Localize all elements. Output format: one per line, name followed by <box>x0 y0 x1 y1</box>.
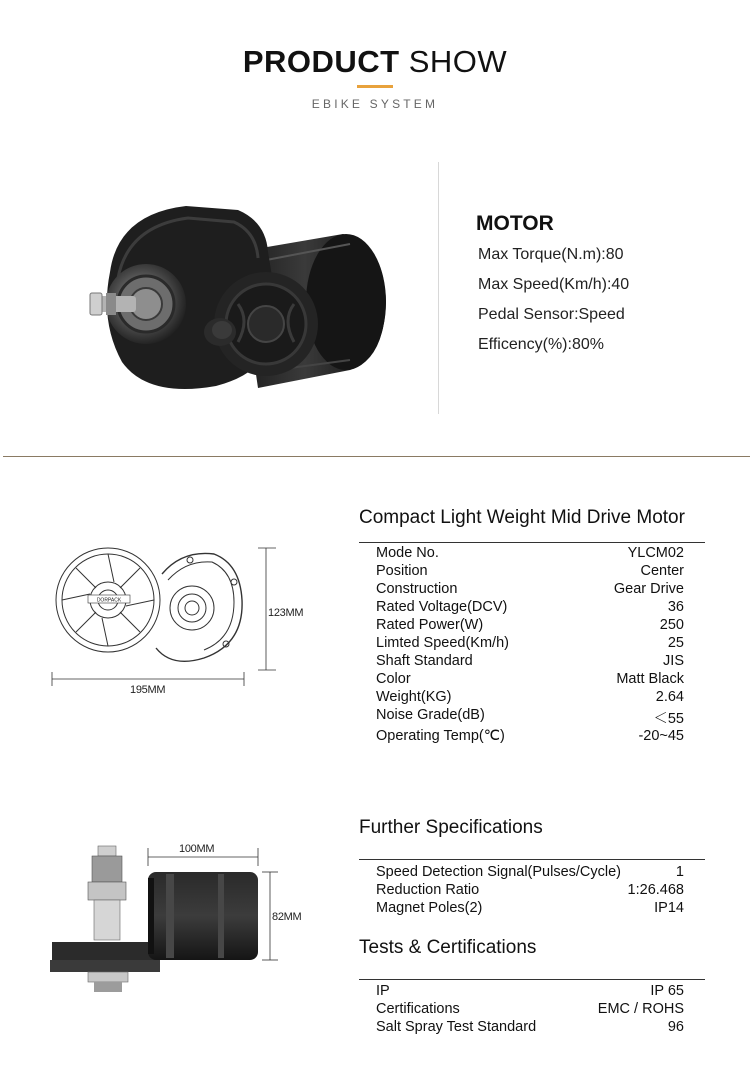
spec-key: IP <box>376 983 390 999</box>
motor-side-dimension-drawing <box>48 838 308 998</box>
motor-front-dimension-drawing <box>44 540 314 710</box>
motor-spec-efficiency: Efficency(%):80% <box>478 336 604 353</box>
section-divider-horizontal <box>3 456 750 457</box>
spec-value: Matt Black <box>616 671 684 687</box>
spec-key: Salt Spray Test Standard <box>376 1019 537 1035</box>
spec-value: Center <box>640 563 684 579</box>
spec-key: Magnet Poles(2) <box>376 900 483 916</box>
spec-key: Limted Speed(Km/h) <box>376 635 509 651</box>
spec-key: Reduction Ratio <box>376 882 480 898</box>
motor-spec-pedal-sensor: Pedal Sensor:Speed <box>478 306 625 323</box>
spec-value: 96 <box>667 1019 684 1035</box>
spec-value: ＜55 <box>653 711 684 727</box>
title-underline <box>357 85 393 88</box>
motor-spec-speed: Max Speed(Km/h):40 <box>478 276 630 293</box>
spec-key: Color <box>376 671 411 687</box>
tests-title: Tests & Certifications <box>359 937 537 958</box>
spec-value: IP 65 <box>650 983 684 999</box>
motor-heading: MOTOR <box>476 212 554 235</box>
spec-key: Rated Power(W) <box>376 617 484 633</box>
spec-value: EMC / ROHS <box>597 1001 684 1017</box>
spec-value: 2.64 <box>655 689 684 705</box>
dimension-width-label: 195MM <box>130 684 166 696</box>
spec-key: Operating Temp(℃) <box>376 728 505 744</box>
spec-key: Mode No. <box>376 545 439 561</box>
motor-product-image <box>88 192 388 404</box>
page-title <box>0 44 750 80</box>
further-spec-title: Further Specifications <box>359 817 543 838</box>
spec-value: 250 <box>659 617 684 633</box>
spec-key: Shaft Standard <box>376 653 473 669</box>
dimension-height-label-side: 82MM <box>272 911 302 923</box>
further-spec-rule <box>359 859 705 860</box>
page-subtitle: EBIKE SYSTEM <box>311 97 439 111</box>
spec-title-rule <box>359 542 705 543</box>
spec-value: Gear Drive <box>613 581 684 597</box>
dimension-width-label-side: 100MM <box>179 843 215 855</box>
spec-key: Certifications <box>376 1001 460 1017</box>
spec-key: Speed Detection Signal(Pulses/Cycle) <box>376 864 622 880</box>
spec-value: 1 <box>675 864 684 880</box>
spec-value: 36 <box>667 599 684 615</box>
drawing-brand-text: DORPACK <box>96 597 122 604</box>
spec-value: YLCM02 <box>627 545 684 561</box>
spec-key: Construction <box>376 581 458 597</box>
section-divider-vertical <box>438 162 439 414</box>
spec-value: 25 <box>667 635 684 651</box>
title-bold: PRODUCT <box>242 44 400 79</box>
spec-key: Rated Voltage(DCV) <box>376 599 508 615</box>
spec-key: Noise Grade(dB) <box>376 707 485 723</box>
spec-key: Weight(KG) <box>376 689 452 705</box>
spec-value: 1:26.468 <box>627 882 684 898</box>
title-light: SHOW <box>408 44 508 79</box>
tests-rule <box>359 979 705 980</box>
spec-value: JIS <box>663 653 684 669</box>
dimension-height-label: 123MM <box>268 607 304 619</box>
spec-title: Compact Light Weight Mid Drive Motor <box>359 507 685 528</box>
spec-value: IP14 <box>654 900 684 916</box>
spec-value: -20~45 <box>638 728 684 744</box>
motor-spec-torque: Max Torque(N.m):80 <box>478 246 624 263</box>
spec-key: Position <box>376 563 428 579</box>
